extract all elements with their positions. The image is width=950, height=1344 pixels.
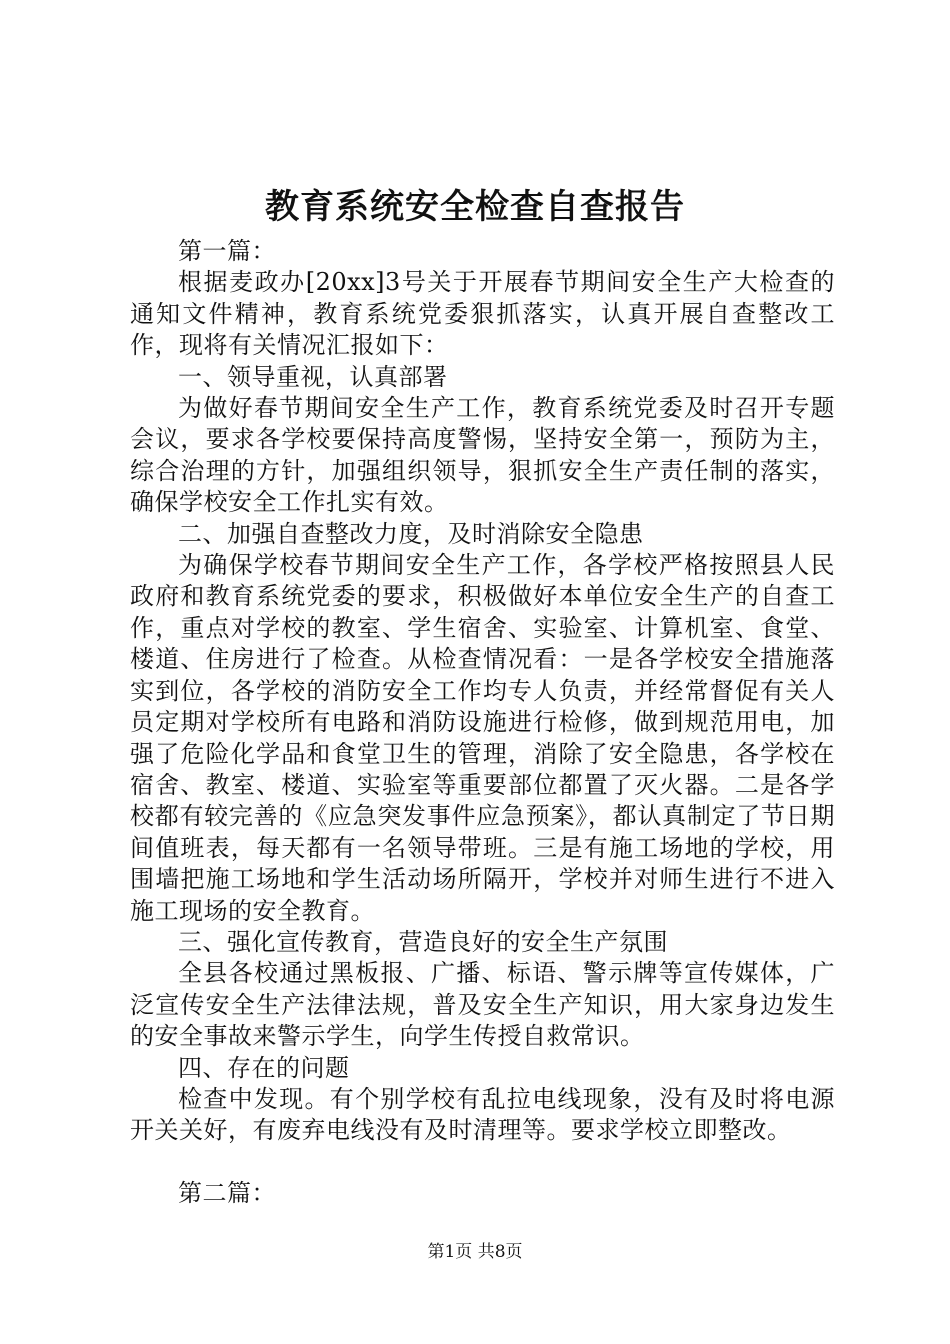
page-number-footer: 第1页 共8页 (427, 1242, 523, 1262)
leadership-paragraph: 为做好春节期间安全生产工作，教育系统党委及时召开专题会议，要求各学校要保持高度警惕，坚持安全第一，预防为主，综合治理的方针，加强组织领导，狠抓安全生产责任制的落实，确保学校安全工作扎实有效。 (130, 394, 835, 517)
intro-paragraph: 根据麦政办[20xx]3号关于开展春节期间安全生产大检查的通知文件精神，教育系统党委狠抓落实，认真开展自查整改工作，现将有关情况汇报如下： (130, 268, 835, 360)
section-heading-leadership: 一、领导重视，认真部署 (178, 362, 448, 391)
section-heading-problems: 四、存在的问题 (178, 1053, 350, 1082)
publicity-paragraph: 全县各校通过黑板报、广播、标语、警示牌等宣传媒体，广泛宣传安全生产法律法规，普及安全生产知识，用大家身边发生的安全事故来警示学生，向学生传授自救常识。 (130, 959, 835, 1051)
problems-paragraph: 检查中发现。有个别学校有乱拉电线现象，没有及时将电源开关关好，有废弃电线没有及时清理等。要求学校立即整改。 (130, 1084, 835, 1145)
inspection-paragraph: 为确保学校春节期间安全生产工作，各学校严格按照县人民政府和教育系统党委的要求，积极做好本单位安全生产的自查工作，重点对学校的教室、学生宿舍、实验室、计算机室、食堂、楼道、住房进行了检查。从检查情况看：一是各学校安全措施落实到位，各学校的消防安全工作均专人负责，并经常督促有关人员定期对学校所有电路和消防设施进行检修，做到规范用电，加强了危险化学品和食堂卫生的管理，消除了安全隐患，各学校在宿舍、教室、楼道、实验室等重要部位都置了灭火器。二是各学校都有较完善的《应急突发事件应急预案》，都认真制定了节日期间值班表，每天都有一名领导带班。三是有施工场地的学校，用围墙把施工场地和学生活动场所隔开，学校并对师生进行不进入施工现场的安全教育。 (130, 551, 835, 925)
document-body (130, 236, 835, 1209)
document-title: 教育系统安全检查自查报告 (265, 187, 685, 227)
section-heading-part-two: 第二篇： (178, 1178, 276, 1207)
section-heading-part-one: 第一篇： (178, 237, 276, 265)
section-heading-inspection: 二、加强自查整改力度，及时消除安全隐患 (178, 519, 644, 548)
section-heading-publicity: 三、强化宣传教育，营造良好的安全生产氛围 (178, 927, 668, 956)
